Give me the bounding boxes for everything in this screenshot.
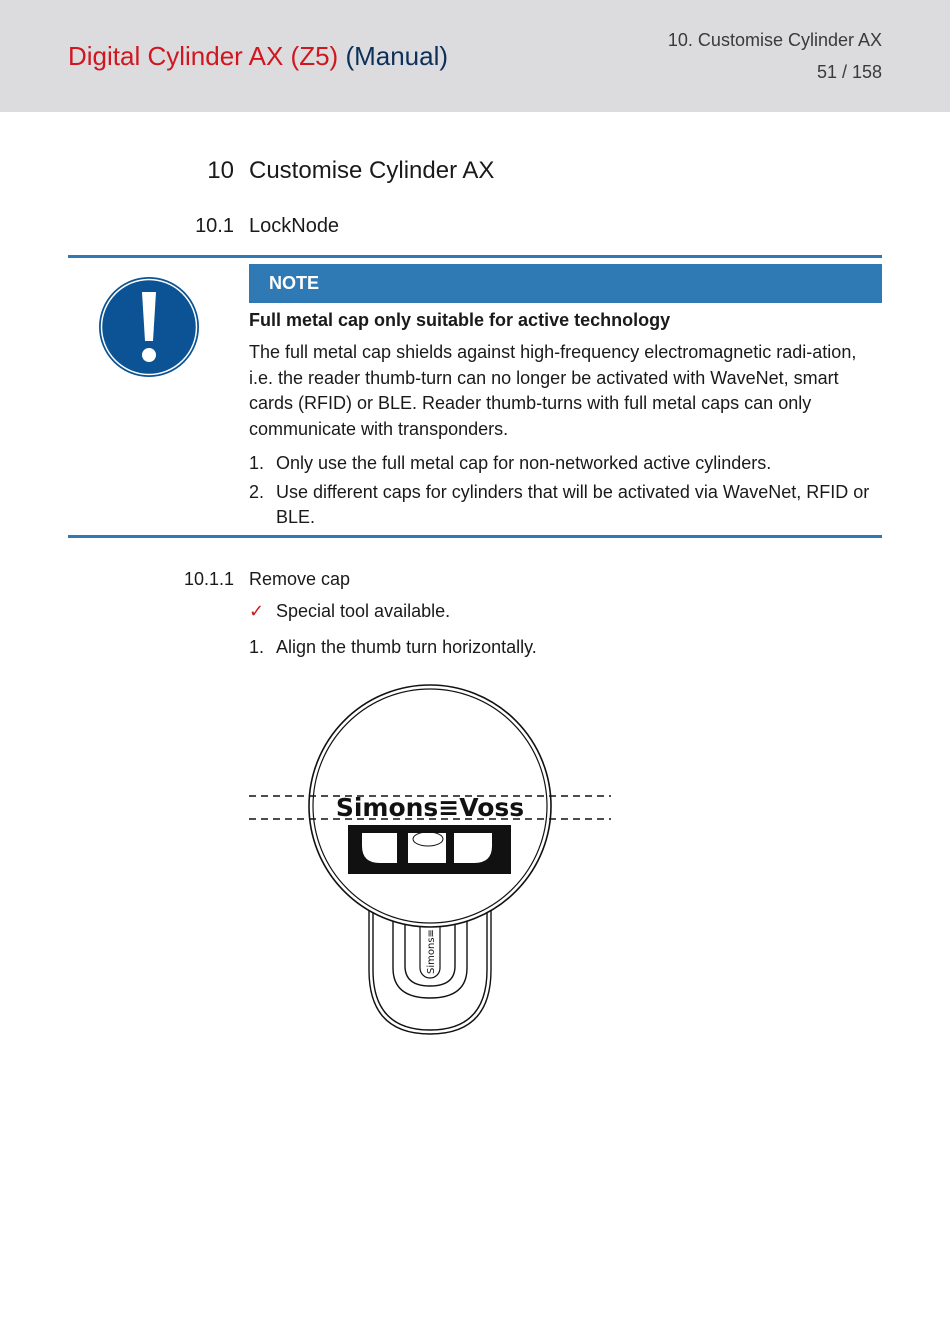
brand-label: Simons≡Voss	[335, 793, 525, 822]
list-item-text: Special tool available.	[276, 601, 451, 621]
note-bottom-rule	[68, 535, 882, 538]
page-number: 51 / 158	[816, 62, 882, 82]
remove-cap-steps-list	[249, 635, 882, 664]
note-body	[249, 340, 882, 442]
subsubsection-title: Remove cap	[249, 569, 351, 589]
section-title: Customise Cylinder AX	[249, 157, 495, 184]
thumb-turn-illustration	[240, 678, 620, 1042]
section-number: 10	[207, 157, 234, 184]
list-item	[249, 635, 882, 661]
list-item	[249, 480, 882, 531]
checkmark-icon: ✓	[249, 601, 265, 621]
knob-label: Simons≡	[426, 929, 437, 974]
note-steps-list	[249, 451, 882, 534]
precondition-list	[249, 599, 882, 628]
subsection-title: LockNode	[249, 215, 340, 237]
document-title	[68, 40, 448, 72]
note-label-bar: NOTE	[249, 264, 882, 303]
list-item	[249, 451, 882, 477]
chapter-reference: 10. Customise Cylinder AX	[667, 30, 882, 50]
list-marker: 1.	[249, 453, 265, 473]
list-item	[249, 599, 882, 625]
subsubsection-number: 10.1.1	[183, 569, 234, 589]
list-item-text: Use different caps for cylinders that will be activated via WaveNet, RFID or BLE.	[276, 481, 870, 527]
list-item-text: Only use the full metal cap for non-networked active cylinders.	[276, 453, 772, 473]
document-title-product: Digital Cylinder AX (Z5)	[68, 41, 339, 71]
list-item-text: Align the thumb turn horizontally.	[276, 637, 537, 657]
exclamation-mandatory-icon	[98, 276, 200, 378]
note-body-text: The full metal cap shields against high-frequency electromagnetic radi-ation, i.e. the reader thumb-turn can no longer be activated with WaveNet, smart cards (RFID) or BLE. Reader thumb-turns with full metal caps can only communicate with transponders.	[249, 342, 857, 439]
subsection-number: 10.1	[195, 215, 234, 237]
list-marker: 2.	[249, 481, 265, 502]
document-title-suffix: (Manual)	[345, 41, 449, 71]
list-marker: 1.	[249, 637, 265, 657]
page-header	[0, 0, 950, 112]
note-heading: Full metal cap only suitable for active technology	[249, 310, 671, 330]
note-top-rule	[68, 255, 882, 258]
